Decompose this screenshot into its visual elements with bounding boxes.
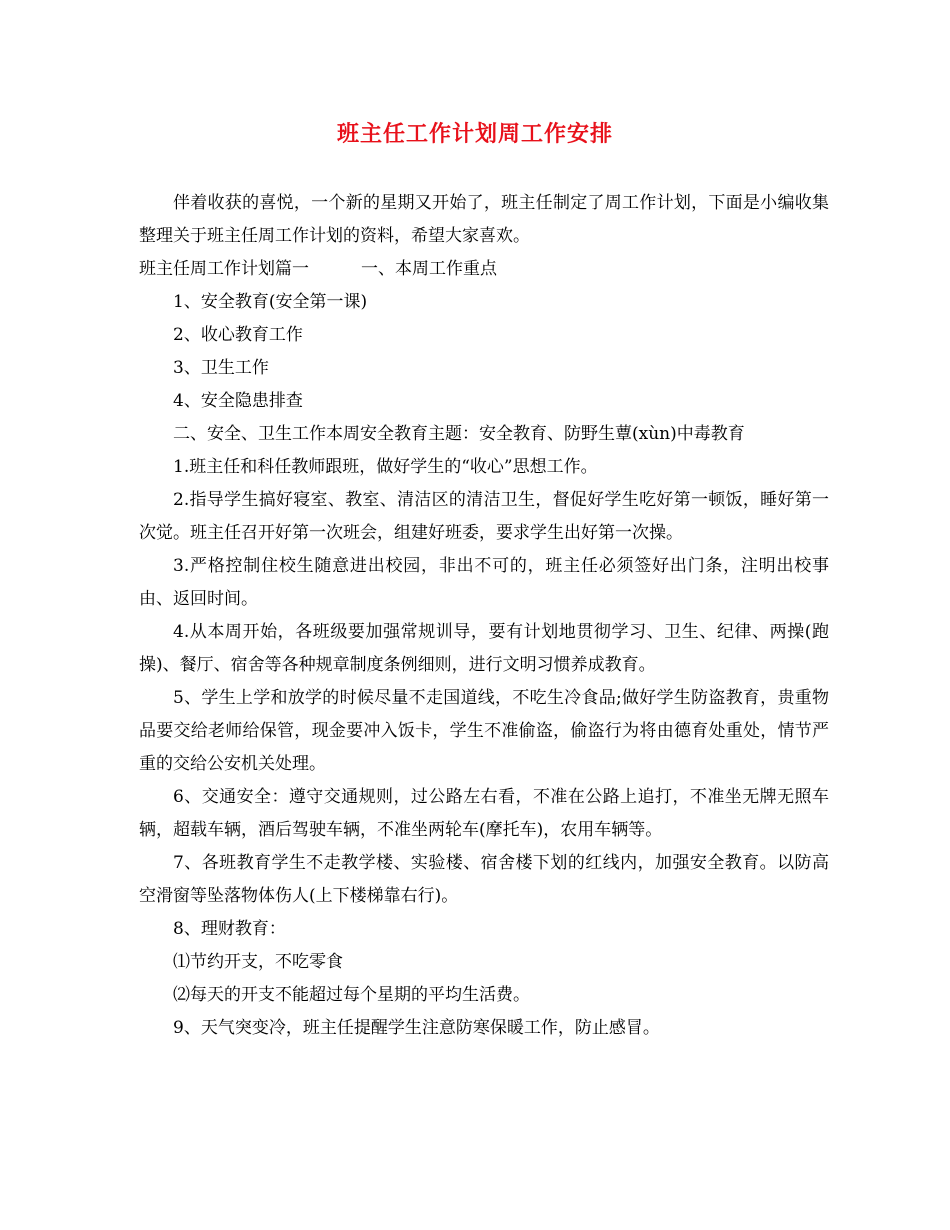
list-item: 4、安全隐患排查 [173,391,303,411]
list-item: 6、交通安全：遵守交通规则，过公路左右看，不准在公路上追打，不准坐无牌无照车辆，超载车辆，酒后驾驶车辆，不准坐两轮车(摩托车)，农用车辆等。 [139,787,829,840]
document-title: 班主任工作计划周工作安排 [336,121,613,147]
list-item: 5、学生上学和放学的时候尽量不走国道线，不吃生冷食品;做好学生防盗教育，贵重物品要交给老师给保管，现金要冲入饭卡，学生不准偷盗，偷盗行为将由德育处重处，情节严重的交给公安机关处理。 [139,688,829,774]
list-item: 7、各班教育学生不走教学楼、实验楼、宿舍楼下划的红线内，加强安全教育。以防高空滑窗等坠落物体伤人(上下楼梯靠右行)。 [139,853,829,906]
list-item: 1.班主任和科任教师跟班，做好学生的“收心”思想工作。 [173,457,598,477]
document-body [139,187,829,1045]
list-item: 2.指导学生搞好寝室、教室、清洁区的清洁卫生，督促好学生吃好第一顿饭，睡好第一次觉。班主任召开好第一次班会，组建好班委，要求学生出好第一次操。 [139,490,829,543]
list-item: 1、安全教育(安全第一课) [173,292,368,312]
list-item: 3、卫生工作 [173,358,269,378]
sub-list-item: ⑴节约开支，不吃零食 [173,952,343,972]
list-item: 9、天气突变冷，班主任提醒学生注意防寒保暖工作，防止感冒。 [173,1018,660,1038]
section-heading-right: 一、本周工作重点 [361,259,497,279]
section-two-heading: 二、安全、卫生工作本周安全教育主题：安全教育、防野生蕈(xùn)中毒教育 [173,424,745,444]
list-item: 4.从本周开始，各班级要加强常规训导，要有计划地贯彻学习、卫生、纪律、两操(跑操)、餐厅、宿舍等各种规章制度条例细则，进行文明习惯养成教育。 [139,622,829,675]
list-item: 3.严格控制住校生随意进出校园，非出不可的，班主任必须签好出门条，注明出校事由、返回时间。 [139,556,829,609]
section-heading [139,253,829,286]
section-heading-left: 班主任周工作计划篇一 [139,259,309,279]
list-item: 2、收心教育工作 [173,325,303,345]
intro-paragraph: 伴着收获的喜悦，一个新的星期又开始了，班主任制定了周工作计划，下面是小编收集整理关于班主任周工作计划的资料，希望大家喜欢。 [139,193,829,246]
list-item: 8、理财教育： [173,919,286,939]
sub-list-item: ⑵每天的开支不能超过每个星期的平均生活费。 [173,985,530,1005]
